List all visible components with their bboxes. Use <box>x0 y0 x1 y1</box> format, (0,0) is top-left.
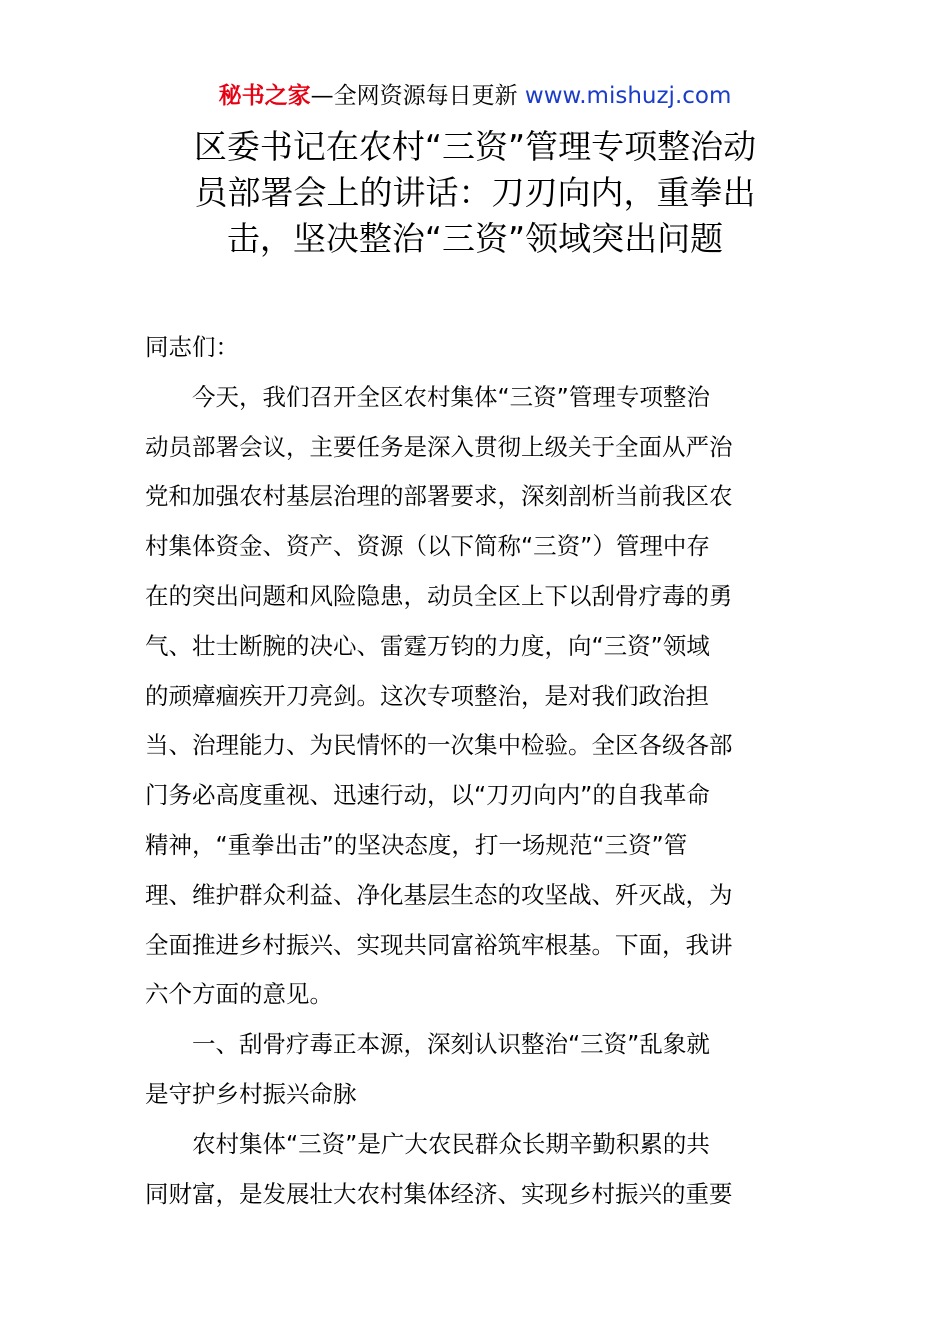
site-url-link[interactable]: www.mishuzj.com <box>524 83 732 109</box>
body-line: 理、维护群众利益、净化基层生态的攻坚战、歼灭战，为 <box>145 880 733 909</box>
body-line: 六个方面的意见。 <box>145 980 333 1009</box>
body-line: 门务必高度重视、迅速行动，以“刀刃向内”的自我革命 <box>145 781 710 810</box>
header-tagline: —全网资源每日更新 <box>310 83 518 109</box>
body-line: 在的突出问题和风险隐患，动员全区上下以刮骨疗毒的勇 <box>145 581 733 610</box>
document-title <box>150 124 800 262</box>
body-line: 村集体资金、资产、资源（以下简称“三资”）管理中存 <box>145 532 710 561</box>
body-line: 全面推进乡村振兴、实现共同富裕筑牢根基。下面，我讲 <box>145 930 733 959</box>
body-line: 同财富，是发展壮大农村集体经济、实现乡村振兴的重要 <box>145 1179 733 1208</box>
body-line: 当、治理能力、为民情怀的一次集中检验。全区各级各部 <box>145 731 733 760</box>
body-line: 气、壮士断腕的决心、雷霆万钧的力度，向“三资”领域 <box>145 631 710 660</box>
title-line: 员部署会上的讲话：刀刃向内，重拳出 <box>194 173 756 212</box>
brand-name: 秘书之家 <box>218 83 311 109</box>
title-line: 击，坚决整治“三资”领域突出问题 <box>226 219 724 258</box>
body-line: 今天，我们召开全区农村集体“三资”管理专项整治 <box>145 382 710 411</box>
body-line: 的顽瘴痼疾开刀亮剑。这次专项整治，是对我们政治担 <box>145 681 709 710</box>
salutation: 同志们： <box>145 333 239 361</box>
site-header <box>0 80 950 112</box>
body-line: 精神，“重拳出击”的坚决态度，打一场规范“三资”管 <box>145 830 688 859</box>
body-line: 农村集体“三资”是广大农民群众长期辛勤积累的共 <box>145 1129 710 1158</box>
section-heading-line: 是守护乡村振兴命脉 <box>145 1079 357 1108</box>
title-line: 区委书记在农村“三资”管理专项整治动 <box>193 127 757 166</box>
section-heading-line: 一、刮骨疗毒正本源，深刻认识整治“三资”乱象就 <box>145 1030 710 1059</box>
body-line: 党和加强农村基层治理的部署要求，深刻剖析当前我区农 <box>145 482 733 511</box>
speech-body <box>145 323 805 1219</box>
body-line: 动员部署会议，主要任务是深入贯彻上级关于全面从严治 <box>145 432 733 461</box>
